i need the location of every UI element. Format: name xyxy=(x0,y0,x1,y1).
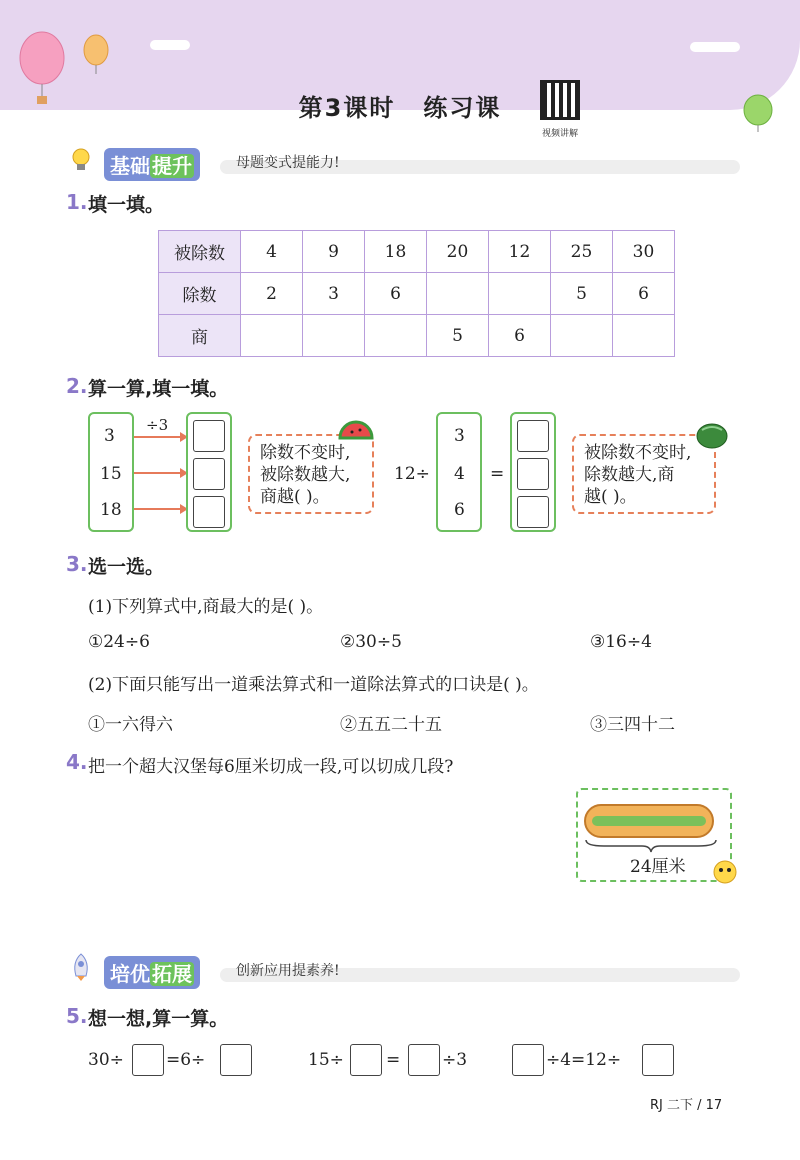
table-cell[interactable]: 5 xyxy=(551,273,613,315)
answer-box[interactable] xyxy=(512,1044,544,1076)
section-title-advanced xyxy=(104,956,200,989)
answer-box[interactable] xyxy=(220,1044,252,1076)
answer-box[interactable] xyxy=(408,1044,440,1076)
dividend-value: 3 xyxy=(104,426,115,446)
hint-line: 被除数不变时, xyxy=(584,443,692,463)
question-text: 把一个超大汉堡每6厘米切成一段,可以切成几段? xyxy=(88,757,454,777)
dividend-value: 18 xyxy=(100,500,122,520)
answer-box[interactable] xyxy=(132,1044,164,1076)
option[interactable]: ③三四十二 xyxy=(590,715,675,735)
lesson-number: 第3课时 xyxy=(298,94,396,122)
division-table xyxy=(158,230,675,357)
table-cell[interactable] xyxy=(241,315,303,357)
table-cell[interactable]: 2 xyxy=(241,273,303,315)
equation-part: = xyxy=(386,1050,401,1070)
option[interactable]: ②五五二十五 xyxy=(340,715,442,735)
cloud-decoration xyxy=(150,40,190,50)
expression-prefix: 12÷ xyxy=(394,464,430,484)
equation-part: ÷4=12÷ xyxy=(546,1050,622,1070)
hint-line: 商越( )。 xyxy=(260,487,330,507)
section-subtitle: 创新应用提素养! xyxy=(236,963,340,979)
question-text: 选一选。 xyxy=(88,556,165,578)
question-number: 1. xyxy=(66,190,88,214)
section-title-part: 培优 xyxy=(110,962,150,986)
table-cell: 25 xyxy=(551,231,613,273)
table-header-cell: 商 xyxy=(159,315,241,357)
table-cell[interactable] xyxy=(365,315,427,357)
question-number: 5. xyxy=(66,1004,88,1028)
lesson-topic: 练习课 xyxy=(423,94,502,122)
hint-note xyxy=(248,434,374,514)
length-label: 24厘米 xyxy=(630,857,686,877)
answer-box[interactable] xyxy=(350,1044,382,1076)
hint-line: 除数不变时, xyxy=(260,443,351,463)
page-title xyxy=(0,88,800,123)
table-cell: 12 xyxy=(489,231,551,273)
answer-box[interactable] xyxy=(642,1044,674,1076)
option[interactable]: ①一六得六 xyxy=(88,715,173,735)
table-cell[interactable]: 6 xyxy=(489,315,551,357)
table-header-cell: 被除数 xyxy=(159,231,241,273)
burger-lettuce xyxy=(592,816,706,826)
table-row xyxy=(159,273,675,315)
answer-box[interactable] xyxy=(517,496,549,528)
equals-sign: = xyxy=(490,464,505,484)
table-row xyxy=(159,315,675,357)
table-cell: 18 xyxy=(365,231,427,273)
question-number: 3. xyxy=(66,552,88,576)
section-title-part: 拓展 xyxy=(152,962,192,986)
qr-code-icon[interactable] xyxy=(540,80,580,120)
question-number: 2. xyxy=(66,374,88,398)
option[interactable]: ③16÷4 xyxy=(590,632,652,652)
table-cell[interactable]: 5 xyxy=(427,315,489,357)
equation-part: ÷3 xyxy=(442,1050,468,1070)
table-cell: 4 xyxy=(241,231,303,273)
table-row xyxy=(159,231,675,273)
table-cell[interactable] xyxy=(427,273,489,315)
question-number: 4. xyxy=(66,750,88,774)
watermelon-icon xyxy=(338,414,374,442)
mascot-icon xyxy=(710,856,740,886)
table-cell[interactable] xyxy=(303,315,365,357)
table-cell: 20 xyxy=(427,231,489,273)
table-cell[interactable] xyxy=(551,315,613,357)
equation-part: =6÷ xyxy=(166,1050,206,1070)
answer-box[interactable] xyxy=(517,458,549,490)
table-cell[interactable]: 6 xyxy=(365,273,427,315)
arrow-icon xyxy=(134,436,186,438)
question-text: 填一填。 xyxy=(88,194,165,216)
equation-part: 30÷ xyxy=(88,1050,124,1070)
divisor-value: 4 xyxy=(454,464,465,484)
option[interactable]: ②30÷5 xyxy=(340,632,402,652)
dividend-value: 15 xyxy=(100,464,122,484)
page-number: RJ 二下 / 17 xyxy=(650,1098,723,1113)
answer-box[interactable] xyxy=(193,420,225,452)
sub-question: (2)下面只能写出一道乘法算式和一道除法算式的口诀是( )。 xyxy=(88,675,539,695)
operator-label: ÷3 xyxy=(146,416,169,434)
table-cell: 9 xyxy=(303,231,365,273)
hint-line: 除数越大,商 xyxy=(584,465,675,485)
answer-box[interactable] xyxy=(193,458,225,490)
divisor-value: 6 xyxy=(454,500,465,520)
table-cell[interactable] xyxy=(613,315,675,357)
rocket-icon xyxy=(68,952,94,982)
question-text: 算一算,填一填。 xyxy=(88,378,229,400)
table-cell[interactable] xyxy=(489,273,551,315)
section-title-part: 提升 xyxy=(152,154,192,178)
lightbulb-icon xyxy=(68,146,94,172)
table-cell[interactable]: 6 xyxy=(613,273,675,315)
section-title-part: 基础 xyxy=(110,154,150,178)
table-header-cell: 除数 xyxy=(159,273,241,315)
table-cell[interactable]: 3 xyxy=(303,273,365,315)
divisor-value: 3 xyxy=(454,426,465,446)
hint-line: 被除数越大, xyxy=(260,465,351,485)
answer-box[interactable] xyxy=(193,496,225,528)
qr-label: 视频讲解 xyxy=(541,129,578,139)
option[interactable]: ①24÷6 xyxy=(88,632,150,652)
equation-part: 15÷ xyxy=(308,1050,344,1070)
arrow-icon xyxy=(134,472,186,474)
question-text: 想一想,算一算。 xyxy=(88,1008,229,1030)
hint-line: 越( )。 xyxy=(584,487,637,507)
table-cell: 30 xyxy=(613,231,675,273)
answer-box[interactable] xyxy=(517,420,549,452)
sub-question: (1)下列算式中,商最大的是( )。 xyxy=(88,597,324,617)
watermelon-icon xyxy=(694,420,730,450)
arrow-icon xyxy=(134,508,186,510)
cloud-decoration xyxy=(690,42,740,52)
section-title-basic xyxy=(104,148,200,181)
section-subtitle: 母题变式提能力! xyxy=(236,155,340,171)
